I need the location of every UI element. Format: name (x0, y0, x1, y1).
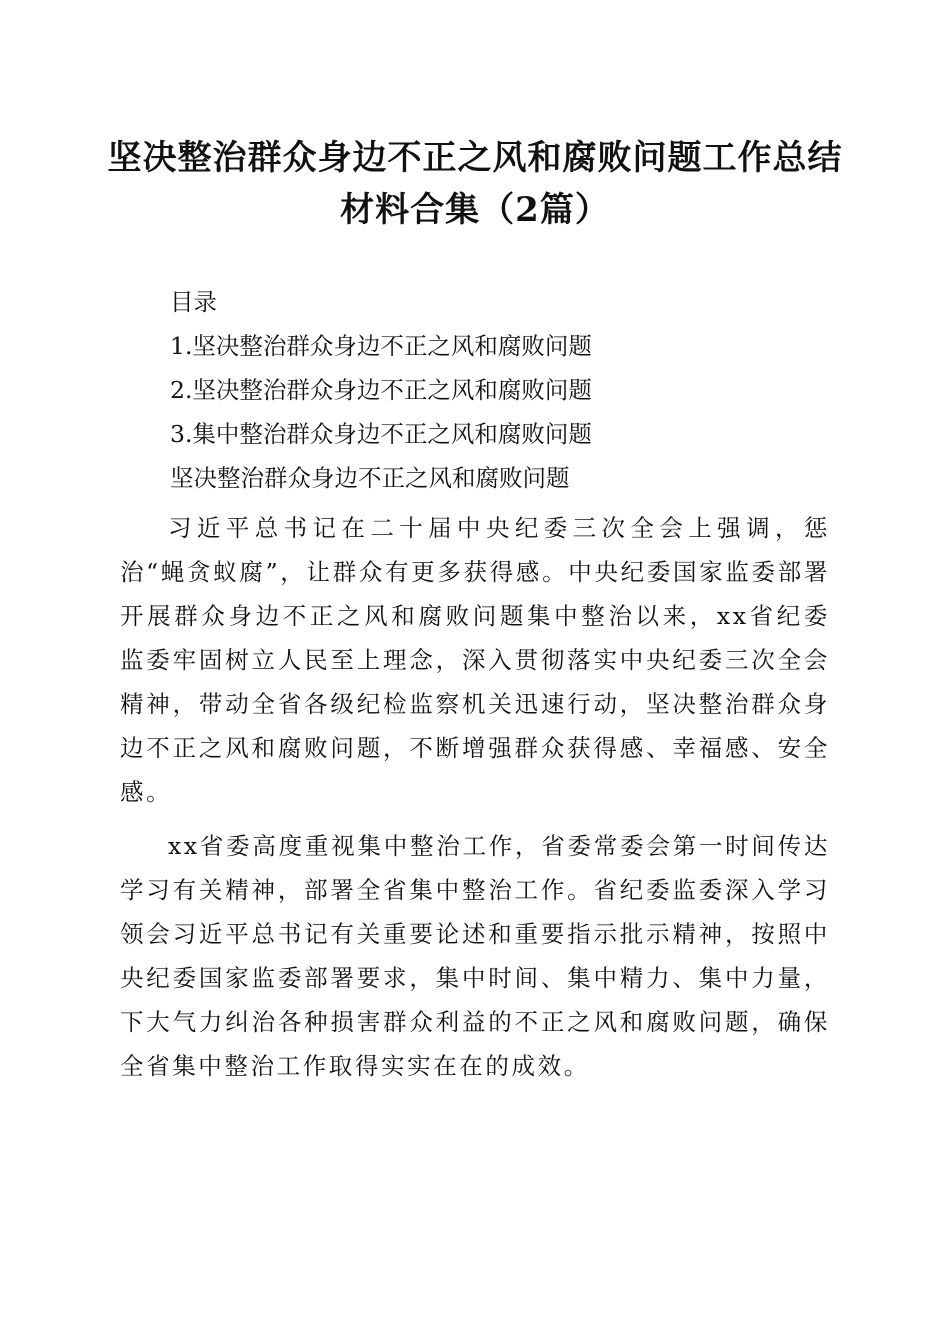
body-paragraph: xx省委高度重视集中整治工作，省委常委会第一时间传达学习有关精神，部署全省集中整治工作。省纪委监委深入学习领会习近平总书记有关重要论述和重要指示批示精神，按照中央纪委国家监委部署要求，集中时间、集中精力、集中力量，下大气力纠治各种损害群众利益的不正之风和腐败问题，确保全省集中整治工作取得实实在在的成效。 (120, 832, 830, 1080)
toc-item: 2.坚决整治群众身边不正之风和腐败问题 (170, 376, 592, 404)
toc-item: 3.集中整治群众身边不正之风和腐败问题 (170, 420, 592, 448)
document-title: 坚决整治群众身边不正之风和腐败问题工作总结材料合集（2篇） (107, 138, 843, 230)
section-title: 坚决整治群众身边不正之风和腐败问题 (170, 464, 570, 492)
body-paragraph: 习近平总书记在二十届中央纪委三次全会上强调，惩治“蝇贪蚁腐”，让群众有更多获得感。中央纪委国家监委部署开展群众身边不正之风和腐败问题集中整治以来，xx省纪委监委牢固树立人民至上理念，深入贯彻落实中央纪委三次全会精神，带动全省各级纪检监察机关迅速行动，坚决整治群众身边不正之风和腐败问题，不断增强群众获得感、幸福感、安全感。 (120, 514, 830, 806)
table-of-contents (120, 280, 830, 500)
document-body (120, 280, 830, 1088)
toc-heading: 目录 (170, 288, 217, 316)
toc-item: 1.坚决整治群众身边不正之风和腐败问题 (170, 332, 592, 360)
